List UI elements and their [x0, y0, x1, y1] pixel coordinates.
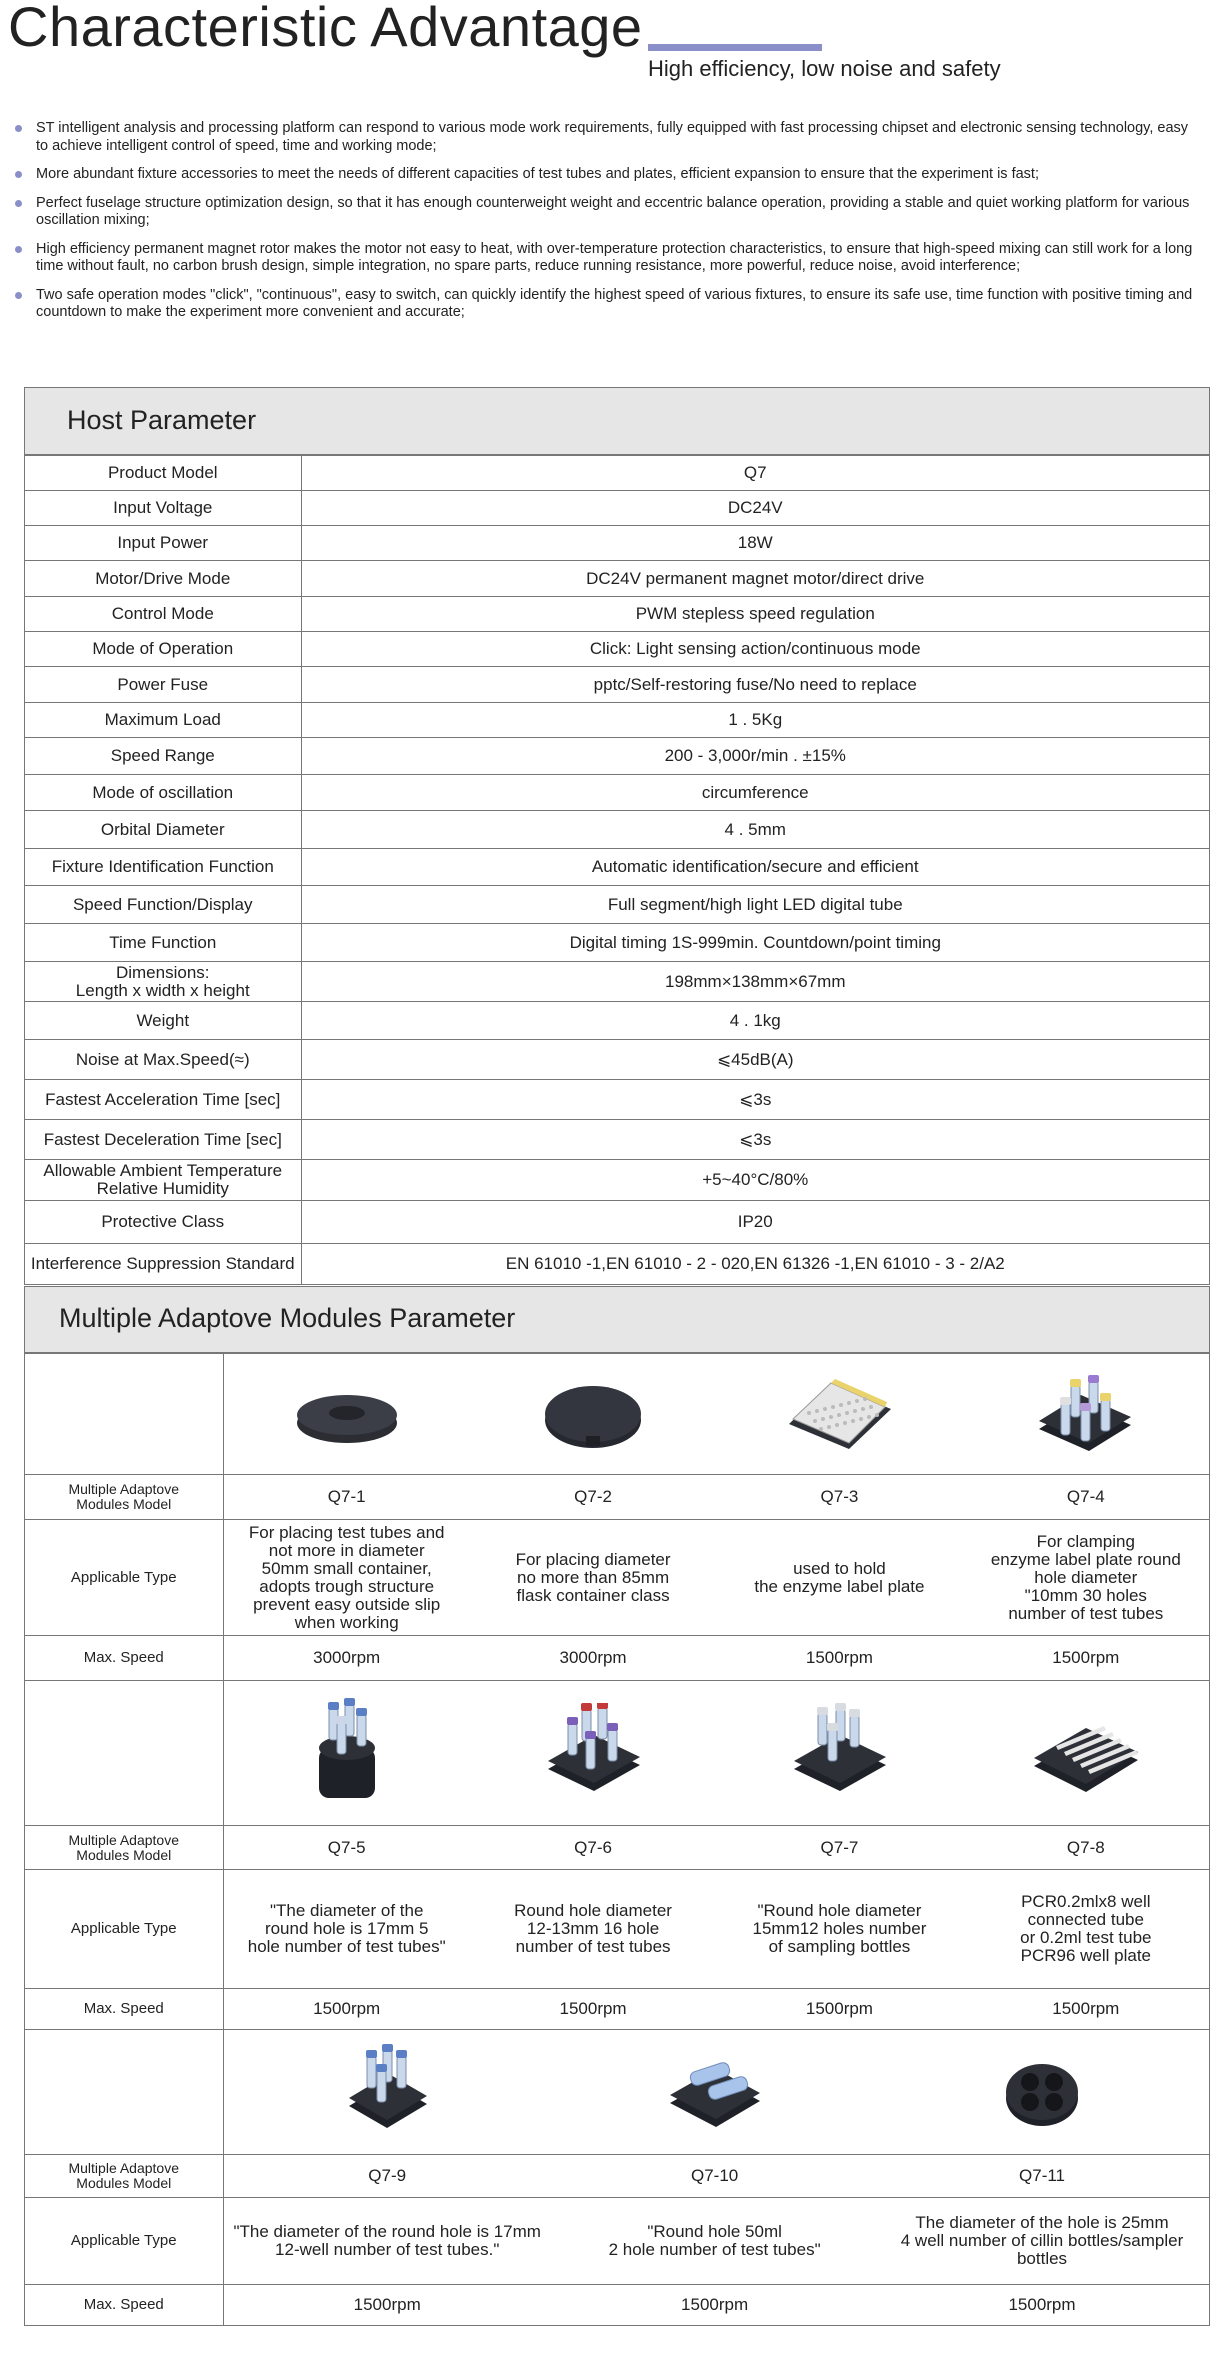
module-speed-row [25, 2285, 1209, 2326]
host-parameter-row [25, 561, 1209, 597]
host-parameter-row [25, 667, 1209, 703]
host-parameter-row [25, 1040, 1209, 1080]
parameter-value: pptc/Self-restoring fuse/No need to replace [301, 667, 1209, 703]
parameter-label: Interference Suppression Standard [25, 1244, 301, 1284]
module-model-cells [223, 1826, 1209, 1870]
module-model-cells [223, 1475, 1209, 1520]
parameter-value: 198mm×138mm×67mm [301, 962, 1209, 1002]
module-speed: 3000rpm [559, 1648, 627, 1667]
module-image-row [25, 2030, 1209, 2155]
modules-parameter-table [25, 1353, 1209, 2325]
module-image-cells [223, 2030, 1209, 2155]
module-image-label [25, 1354, 223, 1475]
parameter-value: Full segment/high light LED digital tube [301, 886, 1209, 924]
parameter-label: Fixture Identification Function [25, 849, 301, 886]
host-parameter-row [25, 1120, 1209, 1160]
module-type: Round hole diameter 12-13mm 16 hole number of test tubes [514, 1901, 672, 1956]
module-speed: 3000rpm [313, 1648, 381, 1667]
parameter-label: Speed Function/Display [25, 886, 301, 924]
parameter-label: Time Function [25, 924, 301, 962]
parameter-value: PWM stepless speed regulation [301, 597, 1209, 632]
module-speed: 1500rpm [805, 1648, 873, 1667]
module-speed-label: Max. Speed [25, 1989, 223, 2030]
parameter-value: EN 61010 -1,EN 61010 - 2 - 020,EN 61326 -1,EN 61010 - 3 - 2/A2 [301, 1244, 1209, 1284]
module-speed: 1500rpm [1052, 1999, 1120, 2018]
module-speed-label: Max. Speed [25, 2285, 223, 2326]
page-title: Characteristic Advantage [8, 0, 643, 58]
module-speed: 1500rpm [353, 2295, 421, 2314]
module-speed: 1500rpm [805, 1999, 873, 2018]
flat-disc-adapter-icon [470, 1374, 716, 1454]
feature-item: High efficiency permanent magnet rotor makes the motor not easy to heat, with over-temperature protection characteristics, to ensure that high-speed mixing can still work for a long time without fault, no carbon brush design, simple integration, no spare parts, reduce running resistance, more powerful, reduce noise, avoid interference; [14, 241, 1194, 276]
module-speed: 1500rpm [1008, 2295, 1076, 2314]
tube-rack-30-icon [963, 1369, 1209, 1459]
bottle-holder-4-icon [878, 2052, 1205, 2132]
parameter-label: Control Mode [25, 597, 301, 632]
host-parameter-row [25, 1160, 1209, 1201]
host-parameter-row [25, 738, 1209, 775]
module-speed-label: Max. Speed [25, 1636, 223, 1681]
parameter-value: +5~40°C/80% [301, 1160, 1209, 1201]
module-type: For clamping enzyme label plate round hole diameter "10mm 30 holes number of test tubes [990, 1531, 1181, 1623]
parameter-label: Dimensions: Length x width x height [25, 962, 301, 1002]
parameter-label: Weight [25, 1002, 301, 1040]
parameter-value: DC24V [301, 491, 1209, 526]
parameter-label: Noise at Max.Speed(≈) [25, 1040, 301, 1080]
tube-rack-12-icon [716, 1703, 962, 1803]
module-speed: 1500rpm [313, 1999, 381, 2018]
parameter-value: Click: Light sensing action/continuous mode [301, 632, 1209, 667]
feature-item: Perfect fuselage structure optimization design, so that it has enough counterweight weight and eccentric balance operation, providing a stable and quiet working platform for various oscillation mixing; [14, 195, 1194, 230]
parameter-value: 1 . 5Kg [301, 703, 1209, 738]
feature-item: More abundant fixture accessories to meet the needs of different capacities of test tubes and plates, efficient expansion to ensure that the experiment is fast; [14, 166, 1194, 184]
module-speed-row [25, 1989, 1209, 2030]
accent-bar [648, 44, 822, 51]
parameter-value: Digital timing 1S-999min. Countdown/point timing [301, 924, 1209, 962]
module-model: Q7-8 [1066, 1837, 1105, 1857]
tube-rack-50ml-icon [551, 2047, 878, 2137]
host-parameter-panel [24, 387, 1210, 1285]
round-disc-adapter-icon [224, 1379, 470, 1449]
module-type-label: Applicable Type [25, 2198, 223, 2285]
parameter-label: Input Power [25, 526, 301, 561]
host-parameter-row [25, 703, 1209, 738]
parameter-label: Fastest Deceleration Time [sec] [25, 1120, 301, 1160]
module-speed-row [25, 1636, 1209, 1681]
module-model: Q7-4 [1066, 1487, 1105, 1506]
module-model: Q7-2 [574, 1487, 612, 1506]
module-type: PCR0.2mlx8 well connected tube or 0.2ml test tube PCR96 well plate [1020, 1892, 1152, 1965]
module-image-row [25, 1354, 1209, 1475]
host-parameter-heading: Host Parameter [25, 388, 1209, 455]
module-model: Q7-3 [820, 1487, 859, 1506]
module-image-cells [223, 1354, 1209, 1475]
host-parameter-row [25, 1201, 1209, 1244]
host-parameter-row [25, 526, 1209, 561]
module-image-row [25, 1681, 1209, 1826]
module-speed-cells [223, 1989, 1209, 2030]
module-model: Q7-6 [574, 1837, 612, 1857]
module-model-label: Multiple Adaptove Modules Model [25, 2155, 223, 2198]
host-parameter-row [25, 1002, 1209, 1040]
modules-parameter-heading: Multiple Adaptove Modules Parameter [25, 1287, 1209, 1353]
parameter-value: ⩽3s [301, 1120, 1209, 1160]
parameter-value: DC24V permanent magnet motor/direct drive [301, 561, 1209, 597]
module-type-label: Applicable Type [25, 1520, 223, 1636]
parameter-label: Input Voltage [25, 491, 301, 526]
bullet-dot-icon [15, 292, 22, 299]
parameter-label: Mode of Operation [25, 632, 301, 667]
host-parameter-row [25, 811, 1209, 849]
module-model: Q7-9 [368, 2166, 407, 2185]
host-parameter-row [25, 1244, 1209, 1284]
parameter-value: 4 . 5mm [301, 811, 1209, 849]
parameter-label: Motor/Drive Mode [25, 561, 301, 597]
module-type-cells [223, 2198, 1209, 2285]
module-model-cells [223, 2155, 1209, 2198]
parameter-value: 200 - 3,000r/min . ±15% [301, 738, 1209, 775]
module-model: Q7-1 [327, 1487, 366, 1506]
module-model-row [25, 1826, 1209, 1870]
module-type-row [25, 2198, 1209, 2285]
module-type: For placing diameter no more than 85mm flask container class [515, 1549, 671, 1605]
module-type-row [25, 1870, 1209, 1989]
module-model-label: Multiple Adaptove Modules Model [25, 1826, 223, 1870]
feature-list [14, 120, 1194, 333]
bullet-dot-icon [15, 125, 22, 132]
module-type-label: Applicable Type [25, 1870, 223, 1989]
module-model-row [25, 1475, 1209, 1520]
host-parameter-row [25, 775, 1209, 811]
module-type: "The diameter of the round hole is 17mm 12-well number of test tubes." [233, 2222, 541, 2259]
parameter-value: circumference [301, 775, 1209, 811]
module-type: used to hold the enzyme label plate [754, 1558, 925, 1596]
module-model: Q7-5 [327, 1837, 366, 1857]
host-parameter-row [25, 849, 1209, 886]
feature-item: Two safe operation modes "click", "continuous", easy to switch, can quickly identify the highest speed of various fixtures, to ensure its safe use, time function with positive timing and countdown to make the experiment more convenient and accurate; [14, 287, 1194, 322]
parameter-label: Mode of oscillation [25, 775, 301, 811]
parameter-value: ⩽45dB(A) [301, 1040, 1209, 1080]
tube-holder-5-icon [224, 1698, 470, 1808]
module-image-cells [223, 1681, 1209, 1826]
module-speed-cells [223, 2285, 1209, 2326]
host-parameter-row [25, 962, 1209, 1002]
modules-parameter-panel [24, 1286, 1210, 2326]
module-model: Q7-7 [820, 1837, 859, 1857]
host-parameter-row [25, 1080, 1209, 1120]
parameter-label: Allowable Ambient Temperature Relative Humidity [25, 1160, 301, 1201]
parameter-label: Product Model [25, 456, 301, 491]
module-type: The diameter of the hole is 25mm 4 well number of cillin bottles/sampler bottles [900, 2213, 1184, 2268]
page-subtitle: High efficiency, low noise and safety [648, 56, 1001, 81]
feature-item: ST intelligent analysis and processing platform can respond to various mode work requirements, fully equipped with fast processing chipset and electronic sensing technology, easy to achieve intelligent control of speed, time and working mode; [14, 120, 1194, 155]
module-speed-cells [223, 1636, 1209, 1681]
host-parameter-row [25, 632, 1209, 667]
module-image-label [25, 1681, 223, 1826]
tube-rack-16-icon [470, 1703, 716, 1803]
parameter-value: ⩽3s [301, 1080, 1209, 1120]
parameter-label: Speed Range [25, 738, 301, 775]
parameter-value: IP20 [301, 1201, 1209, 1244]
host-parameter-row [25, 924, 1209, 962]
bullet-dot-icon [15, 246, 22, 253]
module-type: For placing test tubes and not more in diameter 50mm small container, adopts trough structure prevent easy outside slip when working [248, 1522, 445, 1632]
module-model: Q7-11 [1019, 2166, 1066, 2185]
parameter-label: Protective Class [25, 1201, 301, 1244]
module-type-row [25, 1520, 1209, 1636]
parameter-label: Fastest Acceleration Time [sec] [25, 1080, 301, 1120]
parameter-label: Maximum Load [25, 703, 301, 738]
module-type: "The diameter of the round hole is 17mm 5 hole number of test tubes" [247, 1901, 446, 1956]
host-parameter-table [25, 455, 1209, 1284]
parameter-label: Power Fuse [25, 667, 301, 703]
host-parameter-row [25, 491, 1209, 526]
host-parameter-row [25, 886, 1209, 924]
host-parameter-row [25, 456, 1209, 491]
parameter-value: 18W [301, 526, 1209, 561]
module-type-cells [223, 1520, 1209, 1636]
bullet-dot-icon [15, 200, 22, 207]
module-model-label: Multiple Adaptove Modules Model [25, 1475, 223, 1520]
parameter-label: Orbital Diameter [25, 811, 301, 849]
parameter-value: Q7 [301, 456, 1209, 491]
module-speed: 1500rpm [1052, 1648, 1120, 1667]
microplate-holder-icon [716, 1369, 962, 1459]
module-speed: 1500rpm [559, 1999, 627, 2018]
module-speed: 1500rpm [681, 2295, 749, 2314]
pcr-rack-icon [963, 1708, 1209, 1798]
module-type: "Round hole diameter 15mm12 holes number of sampling bottles [752, 1901, 927, 1956]
module-model-row [25, 2155, 1209, 2198]
tube-rack-12-large-icon [224, 2042, 551, 2142]
host-parameter-row [25, 597, 1209, 632]
module-image-label [25, 2030, 223, 2155]
parameter-value: Automatic identification/secure and efficient [301, 849, 1209, 886]
parameter-value: 4 . 1kg [301, 1002, 1209, 1040]
module-model: Q7-10 [690, 2166, 739, 2185]
bullet-dot-icon [15, 171, 22, 178]
module-type: "Round hole 50ml 2 hole number of test tubes" [608, 2222, 821, 2259]
module-type-cells [223, 1870, 1209, 1989]
